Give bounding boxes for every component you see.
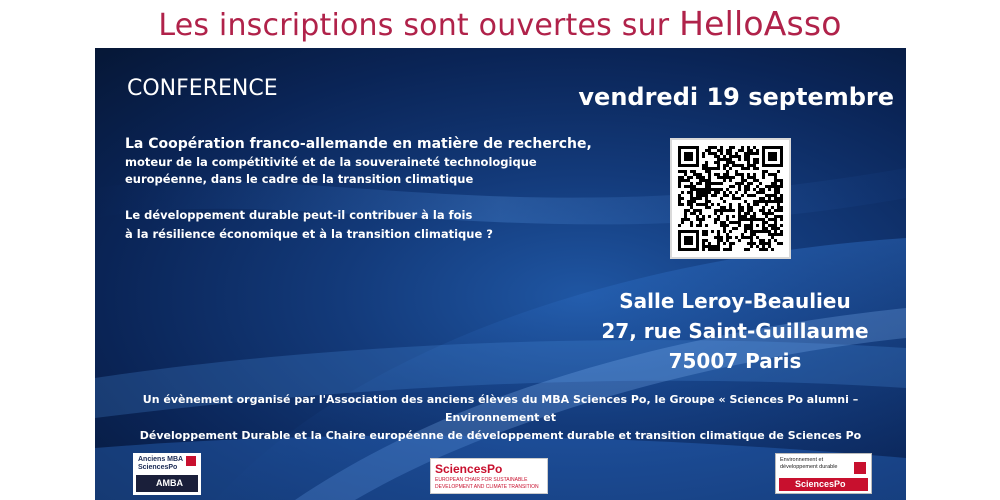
sciencespo-chair-logo: [430, 458, 548, 494]
scpo-logo-sub-2: DEVELOPMENT AND CLIMATE TRANSITION: [435, 484, 539, 490]
venue-name: Salle Leroy-Beaulieu: [619, 289, 851, 313]
amba-band: [136, 475, 198, 492]
sciencespo-crest-icon: [854, 462, 866, 474]
organizer-line-2: Développement Durable et la Chaire européenne de développement durable et transition climatique de Sciences Po: [139, 429, 862, 442]
conference-poster: [95, 48, 906, 500]
registration-headline: [0, 4, 1000, 43]
scpo-logo-name: SciencesPo: [435, 462, 503, 476]
helloasso-brand[interactable]: HelloAsso: [679, 4, 842, 43]
organizer-line-1: Un évènement organisé par l'Association des anciens élèves du MBA Sciences Po, le Groupe « Sciences Po alumni – Environnement et: [142, 393, 859, 424]
environment-group-logo: [775, 453, 872, 494]
street-address: 27, rue Saint-Guillaume: [601, 319, 869, 343]
topic-2-line-2: à la résilience économique et à la transition climatique ?: [125, 227, 493, 241]
scpo-logo-sub-1: EUROPEAN CHAIR FOR SUSTAINABLE: [435, 477, 528, 483]
qr-code-pattern: [678, 146, 783, 251]
headline-text: Les inscriptions sont ouvertes sur: [158, 8, 670, 43]
topic-1: [125, 134, 605, 188]
conference-label: CONFERENCE: [127, 76, 278, 101]
sciencespo-crest-icon: [186, 456, 196, 466]
city: 75007 Paris: [668, 349, 802, 373]
mba-logo-line-2: SciencesPo: [138, 464, 178, 471]
topic-1-line-3: européenne, dans le cadre de la transition climatique: [125, 172, 474, 186]
topic-1-line-1: La Coopération franco-allemande en matière de recherche,: [125, 136, 592, 152]
organizer-text: [95, 391, 906, 445]
env-logo-line-1: Environnement et: [780, 457, 824, 463]
env-logo-line-2: développement durable: [780, 464, 838, 470]
mba-alumni-logo: [133, 453, 201, 495]
topics-block: [125, 134, 605, 244]
topic-2: [125, 206, 605, 244]
topic-2-line-1: Le développement durable peut-il contribuer à la fois: [125, 208, 473, 222]
mba-logo-line-1: Anciens MBA: [138, 456, 184, 463]
topic-1-line-2: moteur de la compétitivité et de la souveraineté technologique: [125, 155, 537, 169]
event-address: [585, 286, 885, 376]
env-logo-band: [779, 478, 868, 491]
amba-logo-text: AMBA: [156, 478, 183, 488]
event-date: vendredi 19 septembre: [578, 83, 894, 111]
qr-code-icon[interactable]: [670, 138, 791, 259]
env-logo-line-3: SciencesPo: [795, 479, 846, 489]
